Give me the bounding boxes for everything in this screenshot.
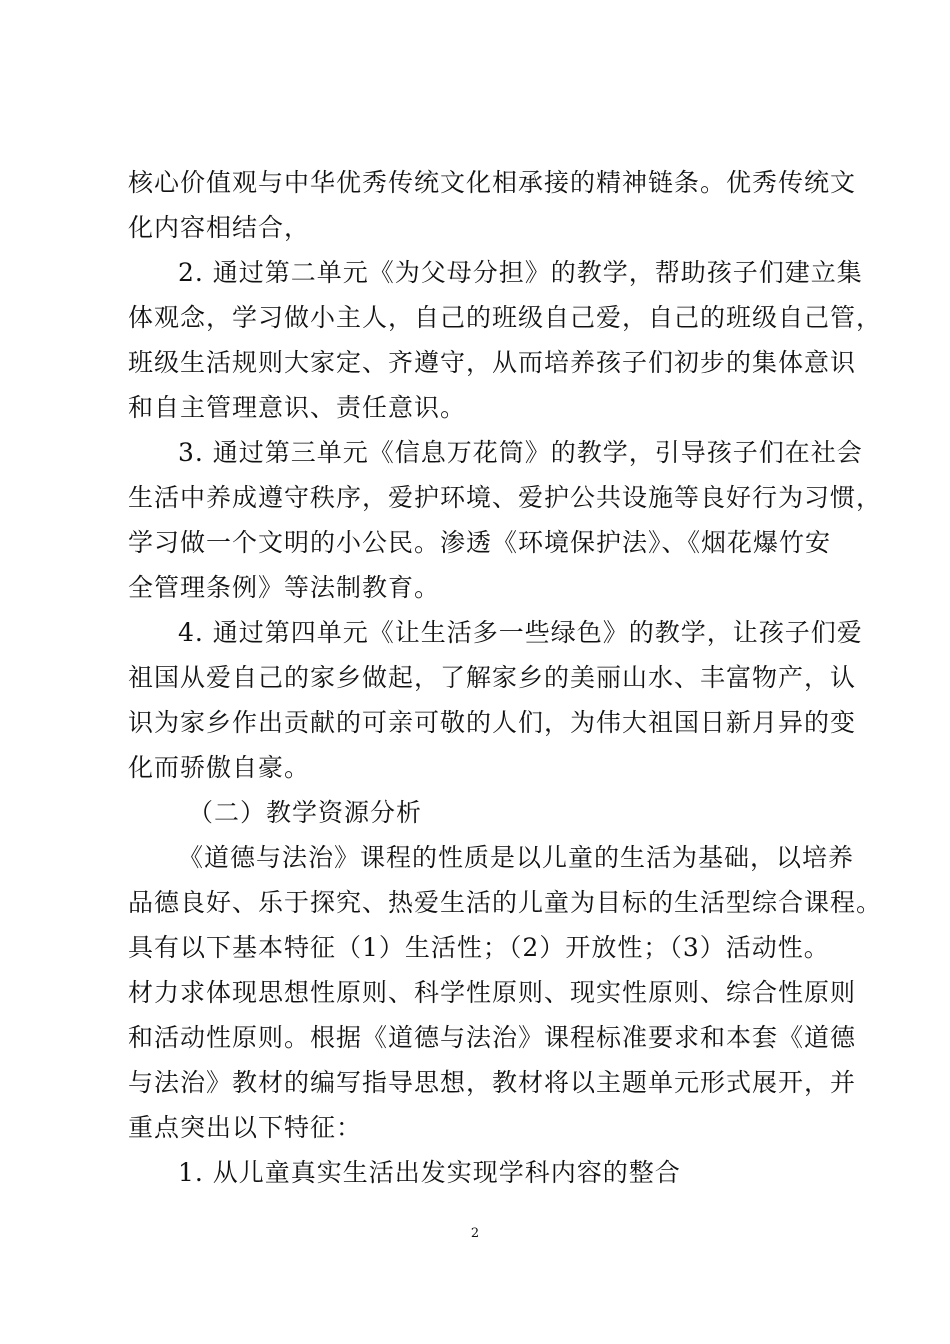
paragraph-line: 和活动性原则。根据《道德与法治》课程标准要求和本套《道德 (128, 1023, 857, 1052)
paragraph-line: 和自主管理意识、责任意识。 (128, 393, 467, 422)
paragraph-line: 与法治》教材的编写指导思想，教材将以主题单元形式展开，并 (128, 1068, 857, 1097)
paragraph-line: 《道德与法治》课程的性质是以儿童的生活为基础，以培养 (178, 843, 855, 872)
paragraph-line: 4. 通过第四单元《让生活多一些绿色》的教学，让孩子们爱 (178, 618, 863, 647)
list-item-heading: 1. 从儿童真实生活出发实现学科内容的整合 (178, 1158, 681, 1187)
paragraph-line: 学习做一个文明的小公民。渗透《环境保护法》、《烟花爆竹安 (128, 528, 832, 557)
paragraph-line: 生活中养成遵守秩序，爱护环境、爱护公共设施等良好行为习惯， (128, 483, 883, 512)
paragraph-line: 识为家乡作出贡献的可亲可敬的人们，为伟大祖国日新月异的变 (128, 708, 857, 737)
paragraph-line: 全管理条例》等法制教育。 (128, 573, 441, 602)
paragraph-line: 班级生活规则大家定、齐遵守，从而培养孩子们初步的集体意识 (128, 348, 857, 377)
paragraph-line: 2. 通过第二单元《为父母分担》的教学，帮助孩子们建立集 (178, 258, 863, 287)
paragraph-line: 化而骄傲自豪。 (128, 753, 311, 782)
section-heading: （二）教学资源分析 (188, 798, 423, 827)
paragraph-line: 体观念，学习做小主人，自己的班级自己爱，自己的班级自己管， (128, 303, 883, 332)
paragraph-line: 祖国从爱自己的家乡做起，了解家乡的美丽山水、丰富物产，认 (128, 663, 857, 692)
paragraph-line: 3. 通过第三单元《信息万花筒》的教学，引导孩子们在社会 (178, 438, 863, 467)
paragraph-line: 品德良好、乐于探究、热爱生活的儿童为目标的生活型综合课程。 (128, 888, 883, 917)
paragraph-line: 具有以下基本特征（1）生活性；（2）开放性；（3）活动性。 (128, 933, 830, 962)
paragraph-line: 核心价值观与中华优秀传统文化相承接的精神链条。优秀传统文 (128, 168, 857, 197)
paragraph-line: 材力求体现思想性原则、科学性原则、现实性原则、综合性原则 (128, 978, 857, 1007)
paragraph-line: 重点突出以下特征： (128, 1113, 363, 1142)
paragraph-line: 化内容相结合， (128, 213, 311, 242)
page-number: 2 (470, 1226, 480, 1241)
